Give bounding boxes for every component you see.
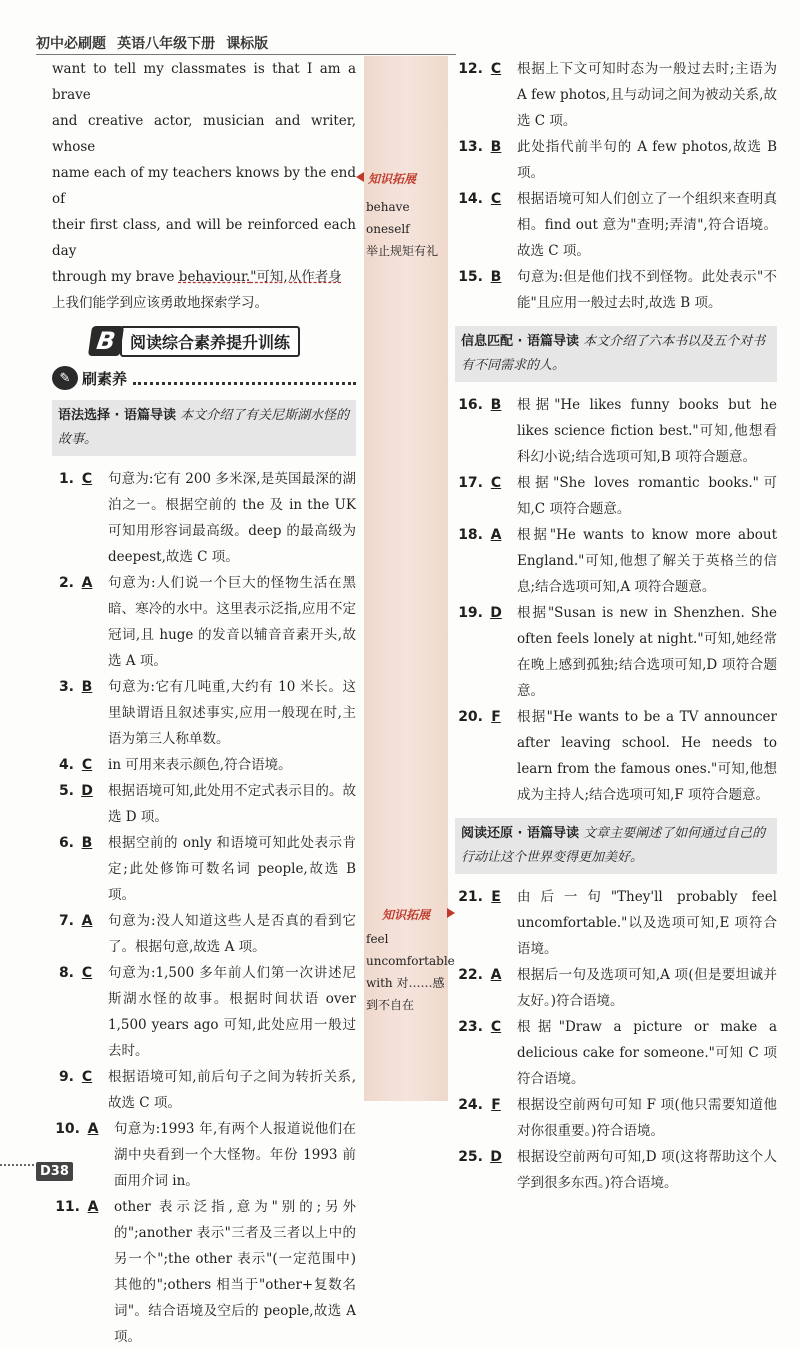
answer-letter: A — [87, 1121, 99, 1137]
explanation: 句意为:1,500 多年前人们第一次讲述尼斯湖水怪的故事。根据时间状语 over 1,500 years ago 可知,此处应用一般过去时。 — [108, 965, 356, 1059]
note1-line: 举止规矩有礼 — [366, 244, 439, 258]
answer-letter: F — [491, 709, 501, 725]
brush-label: 刷素养 — [82, 369, 128, 388]
answer-item: 10. A 句意为:1993 年,有两个人报道说他们在湖中央看到一个大怪物。年份 1993 前面用介词 in。 — [52, 1116, 356, 1194]
answer-letter: C — [490, 191, 502, 207]
explanation: 根据语境可知,此处用不定式表示目的。故选 D 项。 — [108, 783, 356, 825]
answer-letter: C — [490, 1019, 502, 1035]
brush-header — [52, 364, 356, 392]
answer-letter: A — [490, 967, 502, 983]
answer-item: 21. E 由后一句"They'll probably feel uncomfortable."以及选项可知,E 项符合语境。 — [455, 884, 777, 962]
answer-letter: F — [491, 1097, 501, 1113]
explanation: 句意为:它有几吨重,大约有 10 米长。这里缺谓语且叙述事实,应用一般现在时,主语为第三人称单数。 — [108, 679, 356, 747]
explanation: 句意为:1993 年,有两个人报道说他们在湖中央看到一个大怪物。年份 1993 前面用介词 in。 — [114, 1121, 356, 1189]
answer-item: 15. B 句意为:但是他们找不到怪物。此处表示"不能"且应用一般过去时,故选 B 项。 — [455, 264, 777, 316]
answer-item: 4. C in 可用来表示颜色,符合语境。 — [52, 752, 356, 778]
answer-letter: D — [490, 605, 502, 621]
explanation: 根据"He likes funny books but he likes science fiction best."可知,他想看科幻小说;结合选项可知,B 项符合题意。 — [517, 397, 777, 465]
answer-letter: B — [490, 269, 502, 285]
answer-letter: A — [81, 575, 93, 591]
note2-line: 到不自在 — [366, 998, 415, 1012]
guide-text: 本文介绍了六本书以及五个对书有不同需求的人。 — [461, 334, 766, 373]
answer-item: 7. A 句意为:没人知道这些人是否真的看到它了。根据句意,故选 A 项。 — [52, 908, 356, 960]
running-header — [36, 33, 456, 55]
knowledge-note-1 — [366, 196, 450, 262]
guide-text: 文章主要阐述了如何通过自己的行动让这个世界变得更加美好。 — [461, 826, 766, 865]
answer-list-right-b — [455, 392, 777, 808]
explanation: in 可用来表示颜色,符合语境。 — [108, 757, 292, 773]
section-title-text: 阅读综合素养提升训练 — [120, 326, 300, 357]
answer-list-right-c — [455, 884, 777, 1196]
intro-line: through my brave behaviour."可知,从作者身 — [52, 269, 342, 285]
guide-label: 阅读还原 · 语篇导读 — [461, 826, 579, 841]
answer-letter: C — [81, 471, 93, 487]
explanation: 根据"She loves romantic books."可知,C 项符合题意。 — [517, 475, 777, 517]
header-subject: 英语八年级下册 — [117, 36, 216, 52]
answer-item: 23. C 根据"Draw a picture or make a delicious cake for someone."可知 C 项符合语境。 — [455, 1014, 777, 1092]
intro-line: name each of my teachers knows by the end of — [52, 165, 356, 207]
note1-line: behave oneself — [366, 200, 410, 236]
answer-item: 25. D 根据设空前两句可知,D 项(这将帮助这个人学到很多东西。)符合语境。 — [455, 1144, 777, 1196]
explanation: 根据"He wants to be a TV announcer after leaving school. He needs to learn from the famous ones."可知,他想成为主持人;结合选项可知,F 项符合题意。 — [517, 709, 777, 803]
answer-item: 12. C 根据上下文可知时态为一般过去时;主语为 A few photos,且与动词之间为被动关系,故选 C 项。 — [455, 56, 777, 134]
answer-letter: B — [490, 397, 502, 413]
answer-item: 18. A 根据"He wants to know more about England."可知,他想了解关于英格兰的信息;结合选项可知,A 项符合题意。 — [455, 522, 777, 600]
explanation: 根据设空前两句可知 F 项(他只需要知道他对你很重要。)符合语境。 — [517, 1097, 777, 1139]
answer-item: 16. B 根据"He likes funny books but he likes science fiction best."可知,他想看科幻小说;结合选项可知,B 项符合题意。 — [455, 392, 777, 470]
explanation: 根据语境可知人们创立了一个组织来查明真相。find out 意为"查明;弄清",符合语境。故选 C 项。 — [517, 191, 777, 259]
intro-line: their first class, and will be reinforced each day — [52, 217, 356, 259]
answer-letter: C — [490, 61, 502, 77]
answer-item: 17. C 根据"She loves romantic books."可知,C 项符合题意。 — [455, 470, 777, 522]
explanation: 根据设空前两句可知,D 项(这将帮助这个人学到很多东西。)符合语境。 — [517, 1149, 777, 1191]
right-column — [455, 56, 777, 1196]
answer-item: 5. D 根据语境可知,此处用不定式表示目的。故选 D 项。 — [52, 778, 356, 830]
guide-text: 本文介绍了有关尼斯湖水怪的故事。 — [58, 408, 350, 447]
note2-line: with 对……感 — [366, 976, 445, 990]
explanation: 此处指代前半句的 A few photos,故选 B 项。 — [517, 139, 777, 181]
guide-label: 信息匹配 · 语篇导读 — [461, 334, 579, 349]
answer-item: 3. B 句意为:它有几吨重,大约有 10 米长。这里缺谓语且叙述事实,应用一般现在时,主语为第三人称单数。 — [52, 674, 356, 752]
explanation: 根据"He wants to know more about England."可知,他想了解关于英格兰的信息;结合选项可知,A 项符合题意。 — [517, 527, 777, 595]
left-column — [52, 56, 356, 1350]
explanation: 句意为:它有 200 多米深,是英国最深的湖泊之一。根据空前的 the 及 in the UK 可知用形容词最高级。deep 的最高级为 deepest,故选 C 项。 — [108, 471, 356, 565]
section-b-title — [90, 326, 356, 356]
explanation: 句意为:人们说一个巨大的怪物生活在黑暗、寒冷的水中。这里表示泛指,应用不定冠词,且 huge 的发音以辅音音素开头,故选 A 项。 — [108, 575, 356, 669]
answer-list-left — [52, 466, 356, 1350]
guide-label: 语法选择 · 语篇导读 — [58, 408, 176, 423]
answer-item: 6. B 根据空前的 only 和语境可知此处表示肯定;此处修饰可数名词 people,故选 B 项。 — [52, 830, 356, 908]
answer-item: 24. F 根据设空前两句可知 F 项(他只需要知道他对你很重要。)符合语境。 — [455, 1092, 777, 1144]
explanation: 句意为:但是他们找不到怪物。此处表示"不能"且应用一般过去时,故选 B 项。 — [517, 269, 777, 311]
answer-letter: C — [490, 475, 502, 491]
answer-letter: C — [81, 965, 93, 981]
header-series: 初中必刷题 — [36, 36, 106, 52]
answer-letter: D — [81, 783, 93, 799]
answer-item: 1. C 句意为:它有 200 多米深,是英国最深的湖泊之一。根据空前的 the 及 in the UK 可知用形容词最高级。deep 的最高级为 deepest,故选 C 项。 — [52, 466, 356, 570]
explanation: 句意为:没人知道这些人是否真的看到它了。根据句意,故选 A 项。 — [108, 913, 356, 955]
explanation: 由后一句"They'll probably feel uncomfortable."以及选项可知,E 项符合语境。 — [517, 889, 777, 957]
answer-item: 14. C 根据语境可知人们创立了一个组织来查明真相。find out 意为"查明;弄清",符合语境。故选 C 项。 — [455, 186, 777, 264]
explanation: other 表示泛指,意为"别的;另外的";another 表示"三者及三者以上中的另一个";the other 表示"(一定范围中)其他的";others 相当于"other+复数名词"。结合语境及空后的 people,故选 A 项。 — [114, 1199, 356, 1345]
underlined-phrase: behaviour. — [178, 269, 251, 285]
explanation: 根据空前的 only 和语境可知此处表示肯定;此处修饰可数名词 people,故选 B 项。 — [108, 835, 356, 903]
answer-letter: C — [81, 757, 93, 773]
answer-letter: D — [490, 1149, 502, 1165]
note2-line: feel — [366, 932, 389, 946]
header-edition: 课标版 — [226, 36, 269, 52]
answer-item: 11. A other 表示泛指,意为"别的;另外的";another 表示"三者及三者以上中的另一个";the other 表示"(一定范围中)其他的";others 相当于"other+复数名词"。结合语境及空后的 people,故选 A 项。 — [52, 1194, 356, 1350]
brush-icon: ✎ — [52, 366, 78, 390]
answer-item: 20. F 根据"He wants to be a TV announcer after leaving school. He needs to learn from the famous ones."可知,他想成为主持人;结合选项可知,F 项符合题意。 — [455, 704, 777, 808]
explanation: 根据"Susan is new in Shenzhen. She often feels lonely at night."可知,她经常在晚上感到孤独;结合选项可知,D 项符合题意。 — [517, 605, 777, 699]
explanation: 根据"Draw a picture or make a delicious cake for someone."可知 C 项符合语境。 — [517, 1019, 777, 1087]
explanation: 根据后一句及选项可知,A 项(但是要坦诚并友好。)符合语境。 — [517, 967, 777, 1009]
intro-line: 上我们能学到应该勇敢地探索学习。 — [52, 295, 268, 311]
answer-item: 9. C 根据语境可知,前后句子之间为转折关系,故选 C 项。 — [52, 1064, 356, 1116]
answer-letter: C — [81, 1069, 93, 1085]
answer-item: 19. D 根据"Susan is new in Shenzhen. She often feels lonely at night."可知,她经常在晚上感到孤独;结合选项可知,D 项符合题意。 — [455, 600, 777, 704]
answer-letter: B — [490, 139, 502, 155]
intro-line: and creative actor, musician and writer, whose — [52, 113, 356, 155]
note-arrow-icon — [356, 172, 364, 182]
page-number: D38 — [36, 1162, 73, 1181]
answer-item: 2. A 句意为:人们说一个巨大的怪物生活在黑暗、寒冷的水中。这里表示泛指,应用不定冠词,且 huge 的发音以辅音音素开头,故选 A 项。 — [52, 570, 356, 674]
knowledge-note-label: 知识拓展 — [368, 172, 417, 186]
knowledge-note-label: 知识拓展 — [382, 908, 431, 922]
dotted-divider — [133, 371, 356, 385]
note2-line: uncomfortable — [366, 954, 455, 968]
note-arrow-icon — [447, 908, 455, 918]
answer-list-right-a — [455, 56, 777, 316]
intro-line: want to tell my classmates is that I am a brave — [52, 61, 356, 103]
knowledge-note-2 — [366, 928, 455, 1016]
section-b-icon: B — [88, 326, 124, 356]
reading-guide-2 — [455, 326, 777, 382]
answer-item: 8. C 句意为:1,500 多年前人们第一次讲述尼斯湖水怪的故事。根据时间状语 over 1,500 years ago 可知,此处应用一般过去时。 — [52, 960, 356, 1064]
reading-guide-3 — [455, 818, 777, 874]
answer-letter: B — [81, 679, 93, 695]
reading-guide-1 — [52, 400, 356, 456]
corner-dots — [0, 1164, 34, 1166]
explanation: 根据上下文可知时态为一般过去时;主语为 A few photos,且与动词之间为被动关系,故选 C 项。 — [517, 61, 777, 129]
answer-letter: E — [491, 889, 501, 905]
answer-letter: A — [490, 527, 502, 543]
answer-letter: A — [81, 913, 93, 929]
answer-letter: B — [81, 835, 93, 851]
answer-letter: A — [87, 1199, 99, 1215]
intro-paragraph — [52, 56, 356, 316]
answer-item: 13. B 此处指代前半句的 A few photos,故选 B 项。 — [455, 134, 777, 186]
answer-item: 22. A 根据后一句及选项可知,A 项(但是要坦诚并友好。)符合语境。 — [455, 962, 777, 1014]
explanation: 根据语境可知,前后句子之间为转折关系,故选 C 项。 — [108, 1069, 356, 1111]
